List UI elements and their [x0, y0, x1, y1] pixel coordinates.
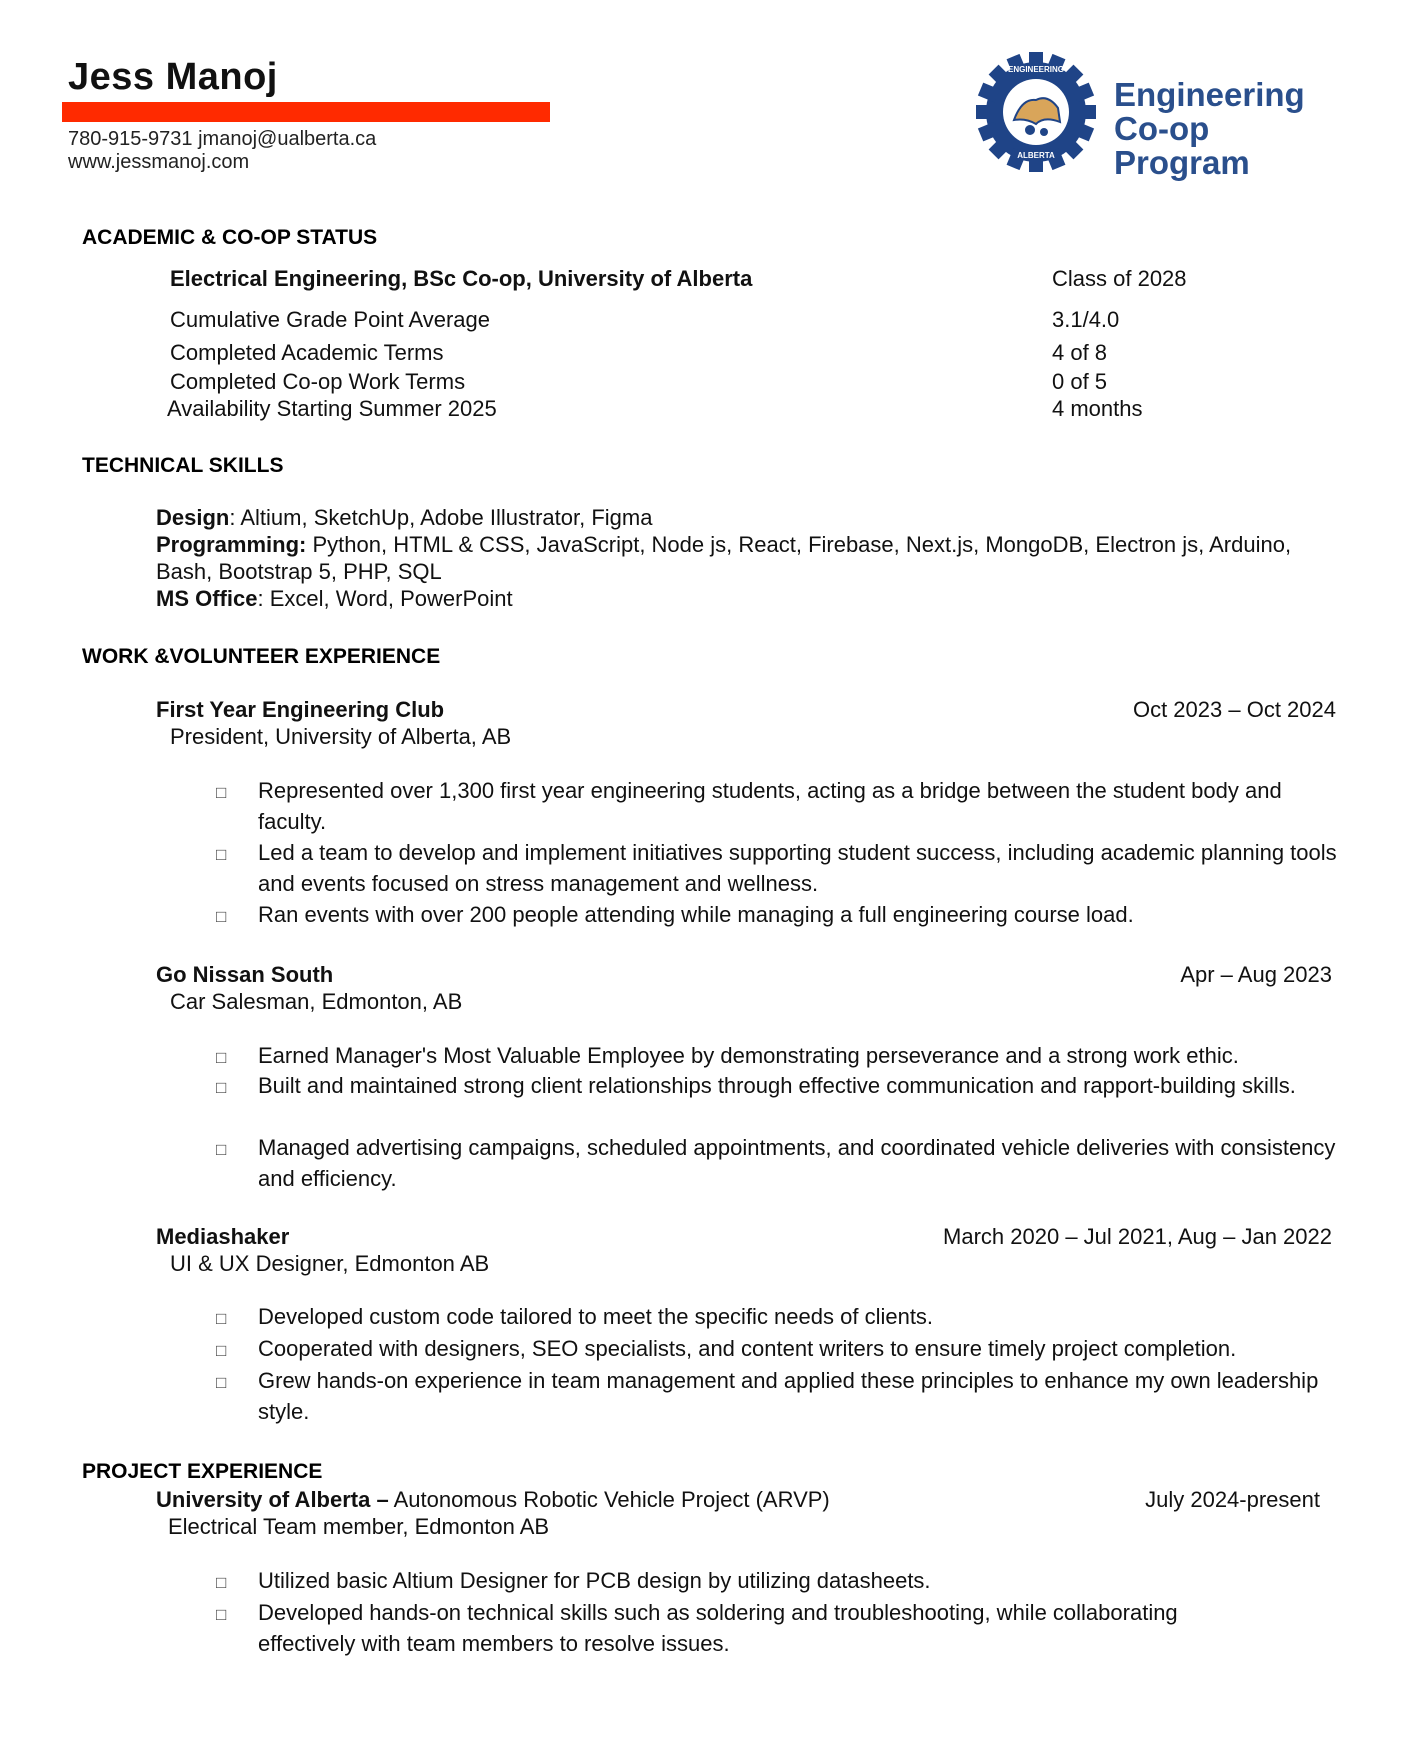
job-org: First Year Engineering Club	[156, 697, 445, 722]
job-role: Car Salesman, Edmonton, AB	[170, 989, 463, 1014]
skills-block	[156, 504, 1336, 612]
job-bullet: Represented over 1,300 first year engineering students, acting as a bridge between the student body and faculty.	[258, 778, 1282, 834]
job-bullet: Built and maintained strong client relationships through effective communication and rapport-building skills.	[258, 1073, 1296, 1098]
job-bullet: Cooperated with designers, SEO specialists, and content writers to ensure timely project completion.	[258, 1336, 1237, 1361]
logo-title-line2: Co-op Program	[1114, 110, 1250, 181]
logo-ring-bottom: ALBERTA	[1017, 151, 1055, 160]
skills-design-label: Design	[156, 505, 230, 530]
gear-logo-icon	[974, 50, 1098, 174]
bullet-icon: □	[216, 1605, 227, 1624]
job-role: UI & UX Designer, Edmonton AB	[170, 1251, 490, 1276]
job-role: President, University of Alberta, AB	[170, 724, 512, 749]
bullet-icon: □	[216, 1341, 227, 1360]
project-org: University of Alberta –	[156, 1487, 389, 1512]
bullet-icon: □	[216, 1573, 227, 1592]
academic-row-value: 0 of 5	[1052, 369, 1108, 394]
academic-row-label: Cumulative Grade Point Average	[170, 307, 490, 332]
logo-ring-top: ENGINEERING	[1007, 65, 1065, 74]
academic-row-value: 3.1/4.0	[1052, 307, 1120, 332]
bullet-icon: □	[216, 1048, 227, 1067]
skills-design	[156, 504, 1336, 531]
candidate-name: Jess Manoj	[68, 56, 278, 98]
job-dates: Apr – Aug 2023	[1180, 962, 1332, 987]
skills-programming-value: Python, HTML & CSS, JavaScript, Node js, React, Firebase, Next.js, MongoDB, Electron js, Arduino, Bash, Bootstrap 5, PHP, SQL	[156, 532, 1292, 584]
bullet-icon: □	[216, 845, 227, 864]
academic-row-value: 4 of 8	[1052, 340, 1108, 365]
bullet-icon: □	[216, 1373, 227, 1392]
skills-programming-label: Programming:	[156, 532, 307, 557]
skills-programming	[156, 531, 1336, 585]
job-bullet: Led a team to develop and implement initiatives supporting student success, including academic planning tools and events focused on stress management and wellness.	[258, 840, 1337, 896]
project-role: Electrical Team member, Edmonton AB	[168, 1514, 550, 1539]
job-bullet: Managed advertising campaigns, scheduled appointments, and coordinated vehicle deliveries with consistency and efficiency.	[258, 1135, 1336, 1191]
projects-heading: PROJECT EXPERIENCE	[82, 1460, 323, 1483]
bullet-icon: □	[216, 1078, 227, 1097]
coop-logo	[974, 50, 1098, 179]
job-bullet: Earned Manager's Most Valuable Employee by demonstrating perseverance and a strong work ethic.	[258, 1043, 1239, 1068]
website-link[interactable]: www.jessmanoj.com	[68, 151, 250, 173]
bullet-icon: □	[216, 783, 227, 802]
class-year: Class of 2028	[1052, 266, 1187, 291]
skills-office	[156, 585, 1336, 612]
project-bullet: Developed hands-on technical skills such as soldering and troubleshooting, while collaborating effectively with team members to resolve issues.	[258, 1600, 1178, 1656]
project-bullet: Utilized basic Altium Designer for PCB design by utilizing datasheets.	[258, 1568, 931, 1593]
skills-heading: TECHNICAL SKILLS	[82, 454, 284, 477]
work-heading: WORK &VOLUNTEER EXPERIENCE	[82, 645, 441, 668]
job-bullet: Ran events with over 200 people attending while managing a full engineering course load.	[258, 902, 1134, 927]
project-dates: July 2024-present	[1145, 1487, 1320, 1512]
degree: Electrical Engineering, BSc Co-op, University of Alberta	[170, 266, 753, 291]
logo-title-line1: Engineering	[1114, 76, 1305, 113]
bullet-icon: □	[216, 1140, 227, 1159]
academic-row-label: Completed Academic Terms	[170, 340, 444, 365]
job-dates: Oct 2023 – Oct 2024	[1132, 697, 1336, 722]
academic-row-value: 4 months	[1052, 396, 1143, 421]
academic-row-label: Availability Starting Summer 2025	[167, 396, 497, 421]
phone-email: 780-915-9731 jmanoj@ualberta.ca	[68, 128, 377, 150]
job-org: Mediashaker	[156, 1224, 290, 1249]
job-bullet: Grew hands-on experience in team management and applied these principles to enhance my own leadership style.	[258, 1368, 1319, 1424]
bullet-icon: □	[216, 1309, 227, 1328]
job-dates: March 2020 – Jul 2021, Aug – Jan 2022	[943, 1224, 1332, 1249]
skills-office-value: : Excel, Word, PowerPoint	[257, 586, 513, 611]
academic-row-label: Completed Co-op Work Terms	[170, 369, 466, 394]
project-title	[156, 1487, 830, 1513]
academic-heading: ACADEMIC & CO-OP STATUS	[82, 226, 378, 249]
job-org: Go Nissan South	[156, 962, 334, 987]
redaction-bar	[62, 102, 550, 122]
skills-design-value: : Altium, SketchUp, Adobe Illustrator, Figma	[229, 505, 653, 530]
job-bullet: Developed custom code tailored to meet the specific needs of clients.	[258, 1304, 934, 1329]
project-name: Autonomous Robotic Vehicle Project (ARVP)	[388, 1487, 830, 1512]
logo-title	[1114, 78, 1354, 180]
bullet-icon: □	[216, 907, 227, 926]
skills-office-label: MS Office	[156, 586, 258, 611]
